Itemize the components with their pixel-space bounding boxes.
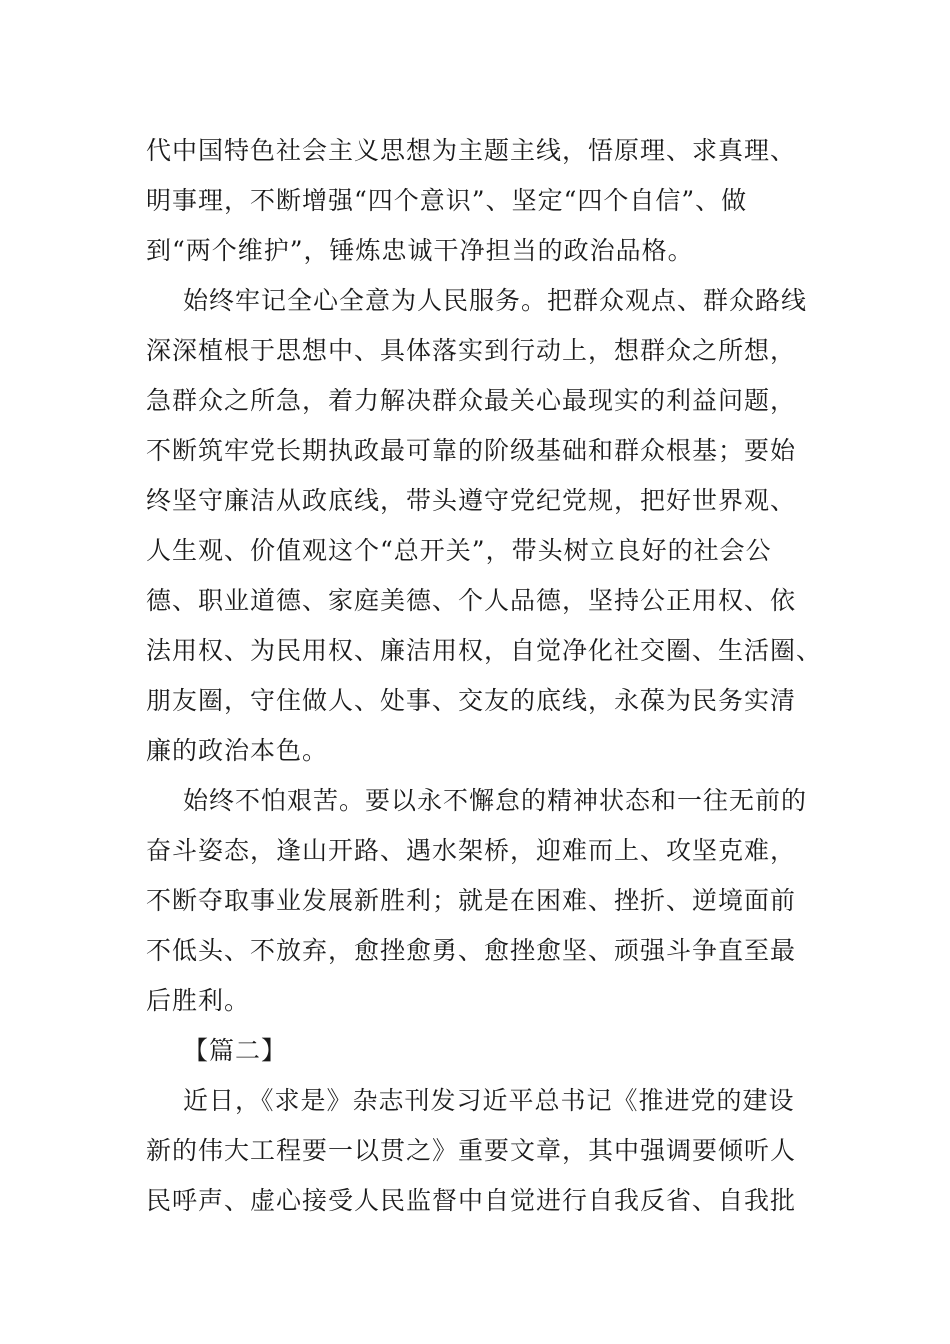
text-line: 民呼声、虚心接受人民监督中自觉进行自我反省、自我批 bbox=[146, 1186, 797, 1215]
body-text bbox=[146, 126, 823, 1226]
text-line: 不断夺取事业发展新胜利；就是在困难、挫折、逆境面前 bbox=[146, 886, 797, 915]
text-line: 新的伟大工程要一以贯之》重要文章，其中强调要倾听人 bbox=[146, 1136, 797, 1165]
text-line: 朋友圈，守住做人、处事、交友的底线，永葆为民务实清 bbox=[146, 686, 797, 715]
text-line: 不断筑牢党长期执政最可靠的阶级基础和群众根基；要始 bbox=[146, 436, 797, 465]
text-line: 始终牢记全心全意为人民服务。把群众观点、群众路线 bbox=[183, 286, 808, 315]
text-line: 人生观、价值观这个“总开关”，带头树立良好的社会公 bbox=[146, 536, 772, 565]
text-line: 始终不怕艰苦。要以永不懈怠的精神状态和一往无前的 bbox=[183, 786, 808, 815]
text-line: 廉的政治本色。 bbox=[146, 736, 329, 765]
text-line: 后胜利。 bbox=[146, 986, 251, 1015]
text-line: 德、职业道德、家庭美德、个人品德，坚持公正用权、依 bbox=[146, 586, 797, 615]
text-line: 近日，《求是》杂志刊发习近平总书记《推进党的建设 bbox=[183, 1086, 795, 1115]
text-line: 急群众之所急，着力解决群众最关心最现实的利益问题， bbox=[146, 386, 797, 415]
text-line: 深深植根于思想中、具体落实到行动上，想群众之所想， bbox=[146, 336, 797, 365]
text-line: 【篇二】 bbox=[183, 1036, 288, 1065]
text-line: 法用权、为民用权、廉洁用权，自觉净化社交圈、生活圈、 bbox=[146, 636, 823, 665]
text-line: 终坚守廉洁从政底线，带头遵守党纪党规，把好世界观、 bbox=[146, 486, 797, 515]
text-line: 明事理，不断增强“四个意识”、坚定“四个自信”、做 bbox=[146, 186, 748, 215]
text-line: 奋斗姿态，逢山开路、遇水架桥，迎难而上、攻坚克难， bbox=[146, 836, 797, 865]
text-line: 到“两个维护”，锤炼忠诚干净担当的政治品格。 bbox=[146, 236, 694, 265]
text-line: 不低头、不放弃，愈挫愈勇、愈挫愈坚、顽强斗争直至最 bbox=[146, 936, 797, 965]
text-line: 代中国特色社会主义思想为主题主线，悟原理、求真理、 bbox=[146, 136, 797, 165]
